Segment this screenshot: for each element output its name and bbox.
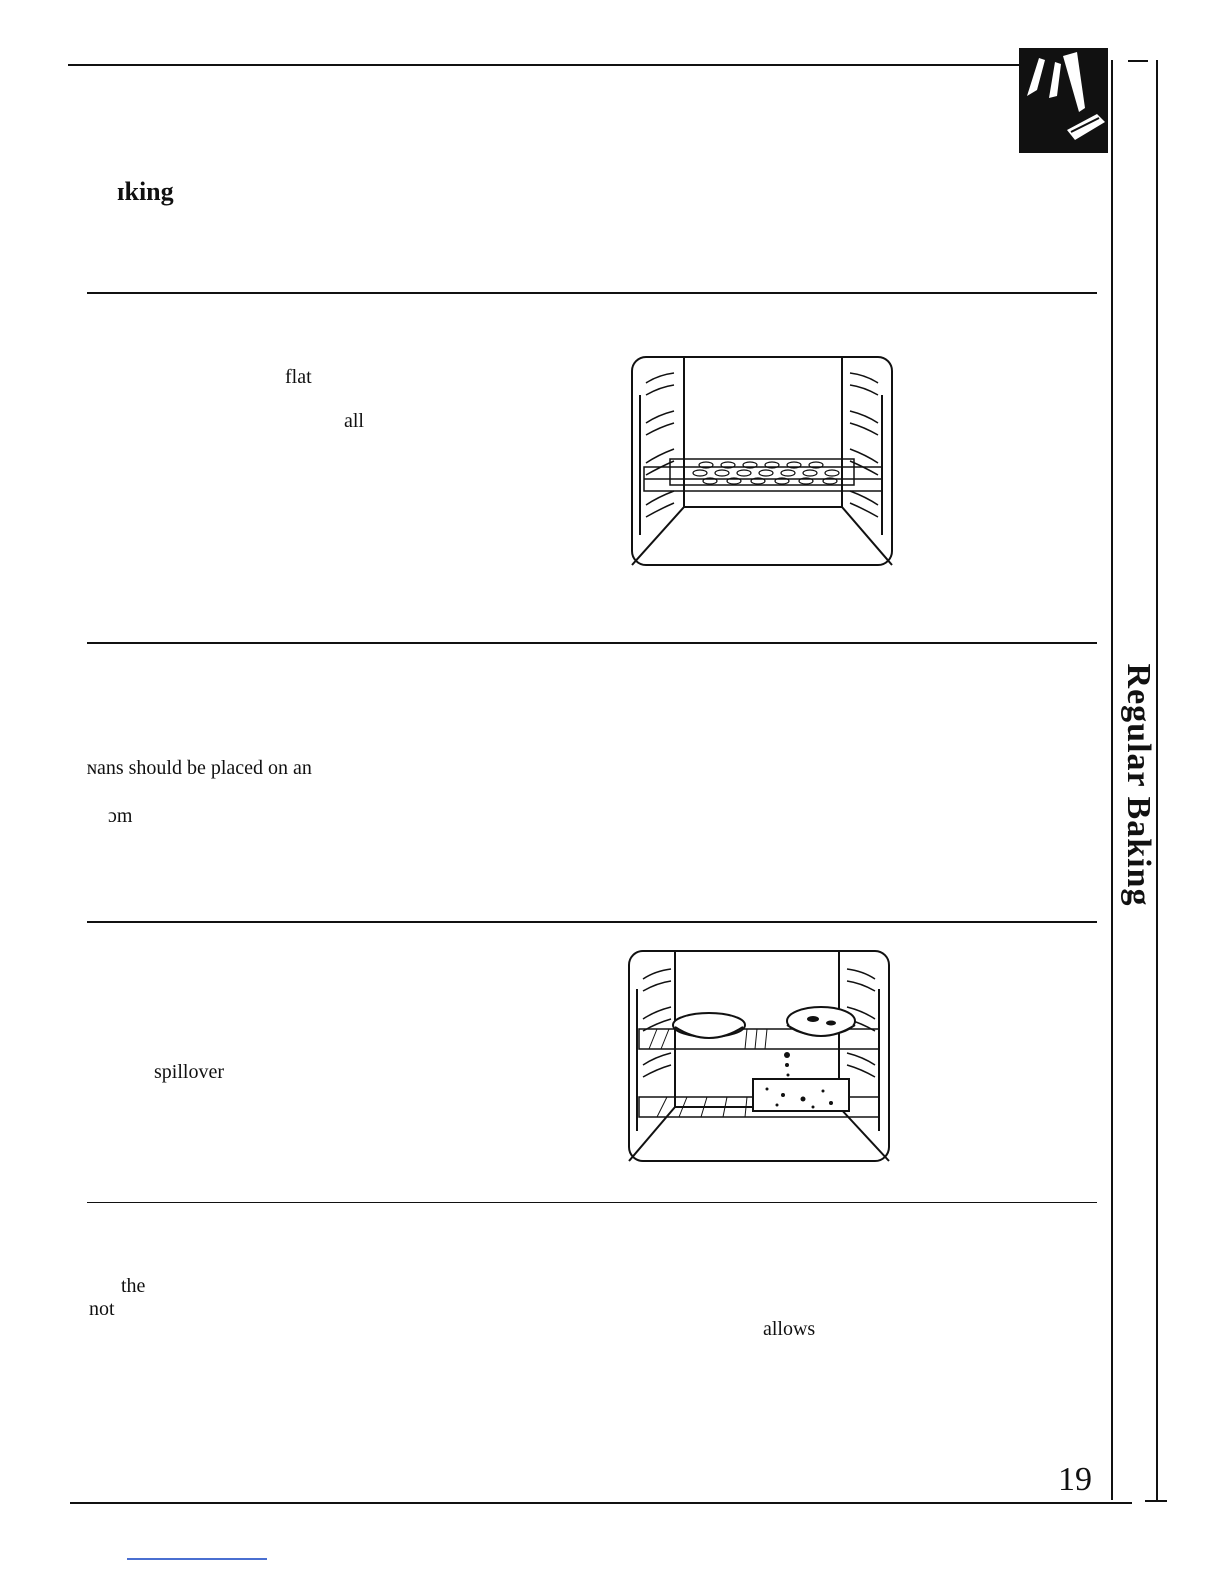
text-fragment: not bbox=[89, 1298, 115, 1320]
text-fragment: the bbox=[121, 1275, 146, 1297]
text-fragment: ɴans should be placed on an bbox=[87, 757, 312, 779]
text-fragment: spillover bbox=[154, 1061, 224, 1083]
bottom-rule bbox=[70, 1502, 1132, 1504]
text-fragment: allows bbox=[763, 1318, 816, 1340]
right-bottom-tick bbox=[1145, 1500, 1167, 1502]
oven-cookie-sheet-illustration bbox=[630, 355, 894, 567]
section-rule-2 bbox=[87, 642, 1097, 644]
text-fragment: ɔm bbox=[108, 805, 133, 827]
text-fragment: all bbox=[344, 410, 364, 432]
sidebar-section-title-text: Regular Baking bbox=[1120, 663, 1157, 907]
top-rule bbox=[68, 64, 1108, 66]
link-underline[interactable] bbox=[127, 1558, 267, 1560]
section-rule-1 bbox=[87, 292, 1097, 294]
right-column-rule bbox=[1111, 60, 1113, 1500]
oven-pies-two-racks-illustration bbox=[627, 949, 891, 1163]
page-number: 19 bbox=[1058, 1461, 1092, 1498]
section-heading: ɪking bbox=[117, 177, 174, 206]
section-rule-4 bbox=[87, 1202, 1097, 1203]
sidebar-section-title bbox=[1118, 665, 1158, 905]
text-fragment: flat bbox=[285, 366, 312, 388]
section-rule-3 bbox=[87, 921, 1097, 923]
right-top-tick bbox=[1128, 60, 1148, 62]
hand-pressing-pad-icon bbox=[1019, 48, 1108, 153]
